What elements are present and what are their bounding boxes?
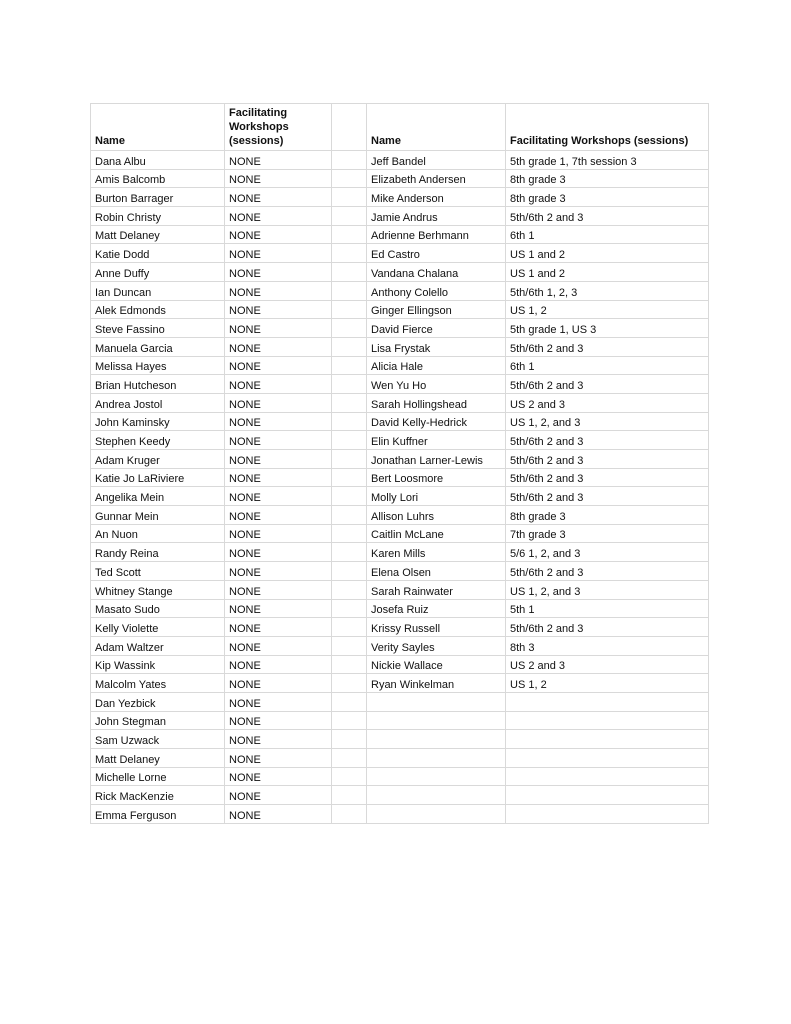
- cell-name-left: Masato Sudo: [91, 599, 225, 618]
- cell-workshops-left: NONE: [225, 599, 332, 618]
- cell-name-right: [367, 767, 506, 786]
- cell-workshops-left: NONE: [225, 468, 332, 487]
- cell-workshops-left: NONE: [225, 749, 332, 768]
- cell-workshops-left: NONE: [225, 263, 332, 282]
- cell-workshops-right: 5th/6th 2 and 3: [506, 375, 709, 394]
- cell-name-right: Ed Castro: [367, 244, 506, 263]
- cell-name-left: Stephen Keedy: [91, 431, 225, 450]
- cell-name-left: Burton Barrager: [91, 188, 225, 207]
- cell-workshops-left: NONE: [225, 655, 332, 674]
- cell-name-right: Molly Lori: [367, 487, 506, 506]
- header-spacer: [332, 104, 367, 151]
- table-row: [91, 188, 709, 207]
- cell-name-right: Vandana Chalana: [367, 263, 506, 282]
- cell-workshops-right: 5th grade 1, 7th session 3: [506, 151, 709, 170]
- cell-name-left: Melissa Hayes: [91, 356, 225, 375]
- cell-name-right: Allison Luhrs: [367, 506, 506, 525]
- cell-name-left: Michelle Lorne: [91, 767, 225, 786]
- cell-name-right: Karen Mills: [367, 543, 506, 562]
- cell-name-right: Verity Sayles: [367, 636, 506, 655]
- cell-spacer: [332, 562, 367, 581]
- cell-workshops-left: NONE: [225, 412, 332, 431]
- cell-name-right: David Kelly-Hedrick: [367, 412, 506, 431]
- table-row: [91, 562, 709, 581]
- cell-spacer: [332, 599, 367, 618]
- cell-workshops-left: NONE: [225, 692, 332, 711]
- header-workshops-right: Facilitating Workshops (sessions): [506, 104, 709, 151]
- cell-workshops-left: NONE: [225, 300, 332, 319]
- cell-spacer: [332, 319, 367, 338]
- cell-spacer: [332, 412, 367, 431]
- table-row: [91, 450, 709, 469]
- cell-workshops-left: NONE: [225, 337, 332, 356]
- cell-workshops-left: NONE: [225, 188, 332, 207]
- cell-workshops-left: NONE: [225, 151, 332, 170]
- cell-name-left: Gunnar Mein: [91, 506, 225, 525]
- table-row: [91, 580, 709, 599]
- workshop-table: [90, 103, 709, 824]
- cell-spacer: [332, 244, 367, 263]
- cell-name-right: Ryan Winkelman: [367, 674, 506, 693]
- cell-name-left: Kelly Violette: [91, 618, 225, 637]
- cell-workshops-right: 5th/6th 2 and 3: [506, 487, 709, 506]
- cell-spacer: [332, 674, 367, 693]
- cell-workshops-right: 6th 1: [506, 356, 709, 375]
- cell-spacer: [332, 730, 367, 749]
- table-row: [91, 749, 709, 768]
- cell-name-right: Jeff Bandel: [367, 151, 506, 170]
- cell-name-left: John Stegman: [91, 711, 225, 730]
- cell-name-right: David Fierce: [367, 319, 506, 338]
- cell-workshops-right: 8th grade 3: [506, 506, 709, 525]
- cell-spacer: [332, 487, 367, 506]
- cell-spacer: [332, 151, 367, 170]
- cell-spacer: [332, 263, 367, 282]
- cell-workshops-right: US 1 and 2: [506, 263, 709, 282]
- cell-name-left: Matt Delaney: [91, 749, 225, 768]
- table-row: [91, 244, 709, 263]
- cell-name-left: Dana Albu: [91, 151, 225, 170]
- table-row: [91, 375, 709, 394]
- cell-workshops-right: 8th grade 3: [506, 188, 709, 207]
- cell-workshops-right: [506, 730, 709, 749]
- cell-name-right: [367, 749, 506, 768]
- cell-name-right: Ginger Ellingson: [367, 300, 506, 319]
- cell-name-right: Jonathan Larner-Lewis: [367, 450, 506, 469]
- cell-name-right: Nickie Wallace: [367, 655, 506, 674]
- cell-name-right: Josefa Ruiz: [367, 599, 506, 618]
- table-row: [91, 281, 709, 300]
- table-row: [91, 599, 709, 618]
- table-row: [91, 543, 709, 562]
- cell-spacer: [332, 281, 367, 300]
- cell-name-left: Adam Waltzer: [91, 636, 225, 655]
- cell-workshops-left: NONE: [225, 674, 332, 693]
- table-row: [91, 468, 709, 487]
- cell-workshops-right: [506, 786, 709, 805]
- cell-name-left: Sam Uzwack: [91, 730, 225, 749]
- cell-name-right: [367, 805, 506, 824]
- cell-workshops-right: 5th/6th 2 and 3: [506, 618, 709, 637]
- cell-workshops-left: NONE: [225, 767, 332, 786]
- cell-name-right: Krissy Russell: [367, 618, 506, 637]
- cell-name-left: Malcolm Yates: [91, 674, 225, 693]
- table-row: [91, 207, 709, 226]
- table-row: [91, 618, 709, 637]
- cell-name-right: Bert Loosmore: [367, 468, 506, 487]
- cell-name-left: Kip Wassink: [91, 655, 225, 674]
- cell-spacer: [332, 356, 367, 375]
- cell-name-right: Adrienne Berhmann: [367, 225, 506, 244]
- cell-workshops-left: NONE: [225, 730, 332, 749]
- table-row: [91, 767, 709, 786]
- cell-spacer: [332, 655, 367, 674]
- cell-name-left: Rick MacKenzie: [91, 786, 225, 805]
- cell-workshops-right: 5th 1: [506, 599, 709, 618]
- cell-spacer: [332, 450, 367, 469]
- cell-name-left: Matt Delaney: [91, 225, 225, 244]
- cell-workshops-right: 5/6 1, 2, and 3: [506, 543, 709, 562]
- table-row: [91, 636, 709, 655]
- cell-spacer: [332, 506, 367, 525]
- cell-name-left: Andrea Jostol: [91, 393, 225, 412]
- table-body: [91, 151, 709, 824]
- cell-workshops-left: NONE: [225, 711, 332, 730]
- table-row: [91, 319, 709, 338]
- cell-workshops-right: 5th grade 1, US 3: [506, 319, 709, 338]
- table-row: [91, 692, 709, 711]
- table-row: [91, 300, 709, 319]
- table-row: [91, 674, 709, 693]
- cell-name-right: [367, 692, 506, 711]
- cell-workshops-left: NONE: [225, 786, 332, 805]
- cell-workshops-right: US 1, 2, and 3: [506, 580, 709, 599]
- cell-spacer: [332, 543, 367, 562]
- cell-spacer: [332, 431, 367, 450]
- cell-spacer: [332, 337, 367, 356]
- table-row: [91, 487, 709, 506]
- cell-workshops-left: NONE: [225, 524, 332, 543]
- cell-name-right: [367, 711, 506, 730]
- cell-workshops-left: NONE: [225, 356, 332, 375]
- cell-name-left: Alek Edmonds: [91, 300, 225, 319]
- cell-workshops-right: US 2 and 3: [506, 655, 709, 674]
- cell-spacer: [332, 767, 367, 786]
- cell-spacer: [332, 188, 367, 207]
- cell-workshops-right: 5th/6th 1, 2, 3: [506, 281, 709, 300]
- table-row: [91, 225, 709, 244]
- cell-name-left: An Nuon: [91, 524, 225, 543]
- cell-name-right: Sarah Hollingshead: [367, 393, 506, 412]
- table-row: [91, 393, 709, 412]
- table-row: [91, 805, 709, 824]
- cell-workshops-left: NONE: [225, 506, 332, 525]
- cell-spacer: [332, 786, 367, 805]
- cell-name-right: Elena Olsen: [367, 562, 506, 581]
- cell-name-left: Whitney Stange: [91, 580, 225, 599]
- cell-spacer: [332, 375, 367, 394]
- cell-name-right: Wen Yu Ho: [367, 375, 506, 394]
- cell-workshops-right: 8th 3: [506, 636, 709, 655]
- cell-workshops-left: NONE: [225, 281, 332, 300]
- table-row: [91, 506, 709, 525]
- header-name-right: Name: [367, 104, 506, 151]
- cell-workshops-right: 5th/6th 2 and 3: [506, 450, 709, 469]
- table-row: [91, 655, 709, 674]
- cell-name-left: Ian Duncan: [91, 281, 225, 300]
- table-row: [91, 356, 709, 375]
- cell-spacer: [332, 300, 367, 319]
- cell-workshops-left: NONE: [225, 225, 332, 244]
- cell-spacer: [332, 805, 367, 824]
- header-row: [91, 104, 709, 151]
- cell-name-right: Anthony Colello: [367, 281, 506, 300]
- cell-workshops-right: 5th/6th 2 and 3: [506, 431, 709, 450]
- cell-name-left: Steve Fassino: [91, 319, 225, 338]
- cell-name-right: Caitlin McLane: [367, 524, 506, 543]
- table-row: [91, 169, 709, 188]
- cell-name-right: Alicia Hale: [367, 356, 506, 375]
- cell-workshops-left: NONE: [225, 450, 332, 469]
- cell-spacer: [332, 636, 367, 655]
- cell-name-left: Dan Yezbick: [91, 692, 225, 711]
- cell-name-left: Randy Reina: [91, 543, 225, 562]
- cell-workshops-right: 7th grade 3: [506, 524, 709, 543]
- cell-name-left: Manuela Garcia: [91, 337, 225, 356]
- cell-workshops-left: NONE: [225, 393, 332, 412]
- cell-workshops-right: US 1, 2: [506, 674, 709, 693]
- cell-workshops-left: NONE: [225, 169, 332, 188]
- cell-workshops-right: 6th 1: [506, 225, 709, 244]
- cell-spacer: [332, 749, 367, 768]
- cell-workshops-left: NONE: [225, 580, 332, 599]
- cell-name-left: John Kaminsky: [91, 412, 225, 431]
- cell-workshops-left: NONE: [225, 244, 332, 263]
- cell-workshops-right: 5th/6th 2 and 3: [506, 207, 709, 226]
- cell-workshops-right: 8th grade 3: [506, 169, 709, 188]
- cell-workshops-right: US 1, 2: [506, 300, 709, 319]
- cell-name-left: Anne Duffy: [91, 263, 225, 282]
- cell-workshops-right: [506, 692, 709, 711]
- cell-spacer: [332, 692, 367, 711]
- cell-workshops-right: 5th/6th 2 and 3: [506, 562, 709, 581]
- cell-name-right: Jamie Andrus: [367, 207, 506, 226]
- cell-spacer: [332, 580, 367, 599]
- cell-workshops-right: [506, 805, 709, 824]
- cell-workshops-left: NONE: [225, 618, 332, 637]
- cell-name-left: Katie Dodd: [91, 244, 225, 263]
- cell-workshops-right: 5th/6th 2 and 3: [506, 337, 709, 356]
- cell-name-left: Robin Christy: [91, 207, 225, 226]
- cell-name-right: Sarah Rainwater: [367, 580, 506, 599]
- cell-workshops-left: NONE: [225, 636, 332, 655]
- cell-spacer: [332, 711, 367, 730]
- table-row: [91, 711, 709, 730]
- cell-workshops-left: NONE: [225, 375, 332, 394]
- cell-name-right: Elin Kuffner: [367, 431, 506, 450]
- cell-name-right: [367, 786, 506, 805]
- cell-spacer: [332, 393, 367, 412]
- header-workshops-left: Facilitating Workshops (sessions): [225, 104, 332, 151]
- cell-workshops-right: [506, 711, 709, 730]
- cell-workshops-right: 5th/6th 2 and 3: [506, 468, 709, 487]
- cell-workshops-left: NONE: [225, 487, 332, 506]
- table-row: [91, 431, 709, 450]
- cell-workshops-right: [506, 767, 709, 786]
- table-row: [91, 524, 709, 543]
- cell-workshops-left: NONE: [225, 319, 332, 338]
- cell-name-left: Ted Scott: [91, 562, 225, 581]
- cell-spacer: [332, 524, 367, 543]
- table-row: [91, 337, 709, 356]
- cell-workshops-left: NONE: [225, 431, 332, 450]
- cell-spacer: [332, 169, 367, 188]
- cell-workshops-left: NONE: [225, 207, 332, 226]
- cell-workshops-right: US 2 and 3: [506, 393, 709, 412]
- table-row: [91, 263, 709, 282]
- cell-workshops-right: US 1 and 2: [506, 244, 709, 263]
- cell-name-left: Brian Hutcheson: [91, 375, 225, 394]
- cell-workshops-left: NONE: [225, 805, 332, 824]
- header-name-left: Name: [91, 104, 225, 151]
- table-row: [91, 412, 709, 431]
- cell-workshops-right: [506, 749, 709, 768]
- cell-name-left: Katie Jo LaRiviere: [91, 468, 225, 487]
- cell-workshops-left: NONE: [225, 562, 332, 581]
- cell-spacer: [332, 468, 367, 487]
- cell-name-right: Elizabeth Andersen: [367, 169, 506, 188]
- cell-name-left: Angelika Mein: [91, 487, 225, 506]
- cell-name-right: Lisa Frystak: [367, 337, 506, 356]
- cell-name-right: Mike Anderson: [367, 188, 506, 207]
- cell-name-right: [367, 730, 506, 749]
- cell-name-left: Amis Balcomb: [91, 169, 225, 188]
- cell-name-left: Adam Kruger: [91, 450, 225, 469]
- cell-name-left: Emma Ferguson: [91, 805, 225, 824]
- cell-spacer: [332, 225, 367, 244]
- cell-spacer: [332, 207, 367, 226]
- table-row: [91, 786, 709, 805]
- table-row: [91, 730, 709, 749]
- cell-workshops-left: NONE: [225, 543, 332, 562]
- cell-spacer: [332, 618, 367, 637]
- cell-workshops-right: US 1, 2, and 3: [506, 412, 709, 431]
- table-row: [91, 151, 709, 170]
